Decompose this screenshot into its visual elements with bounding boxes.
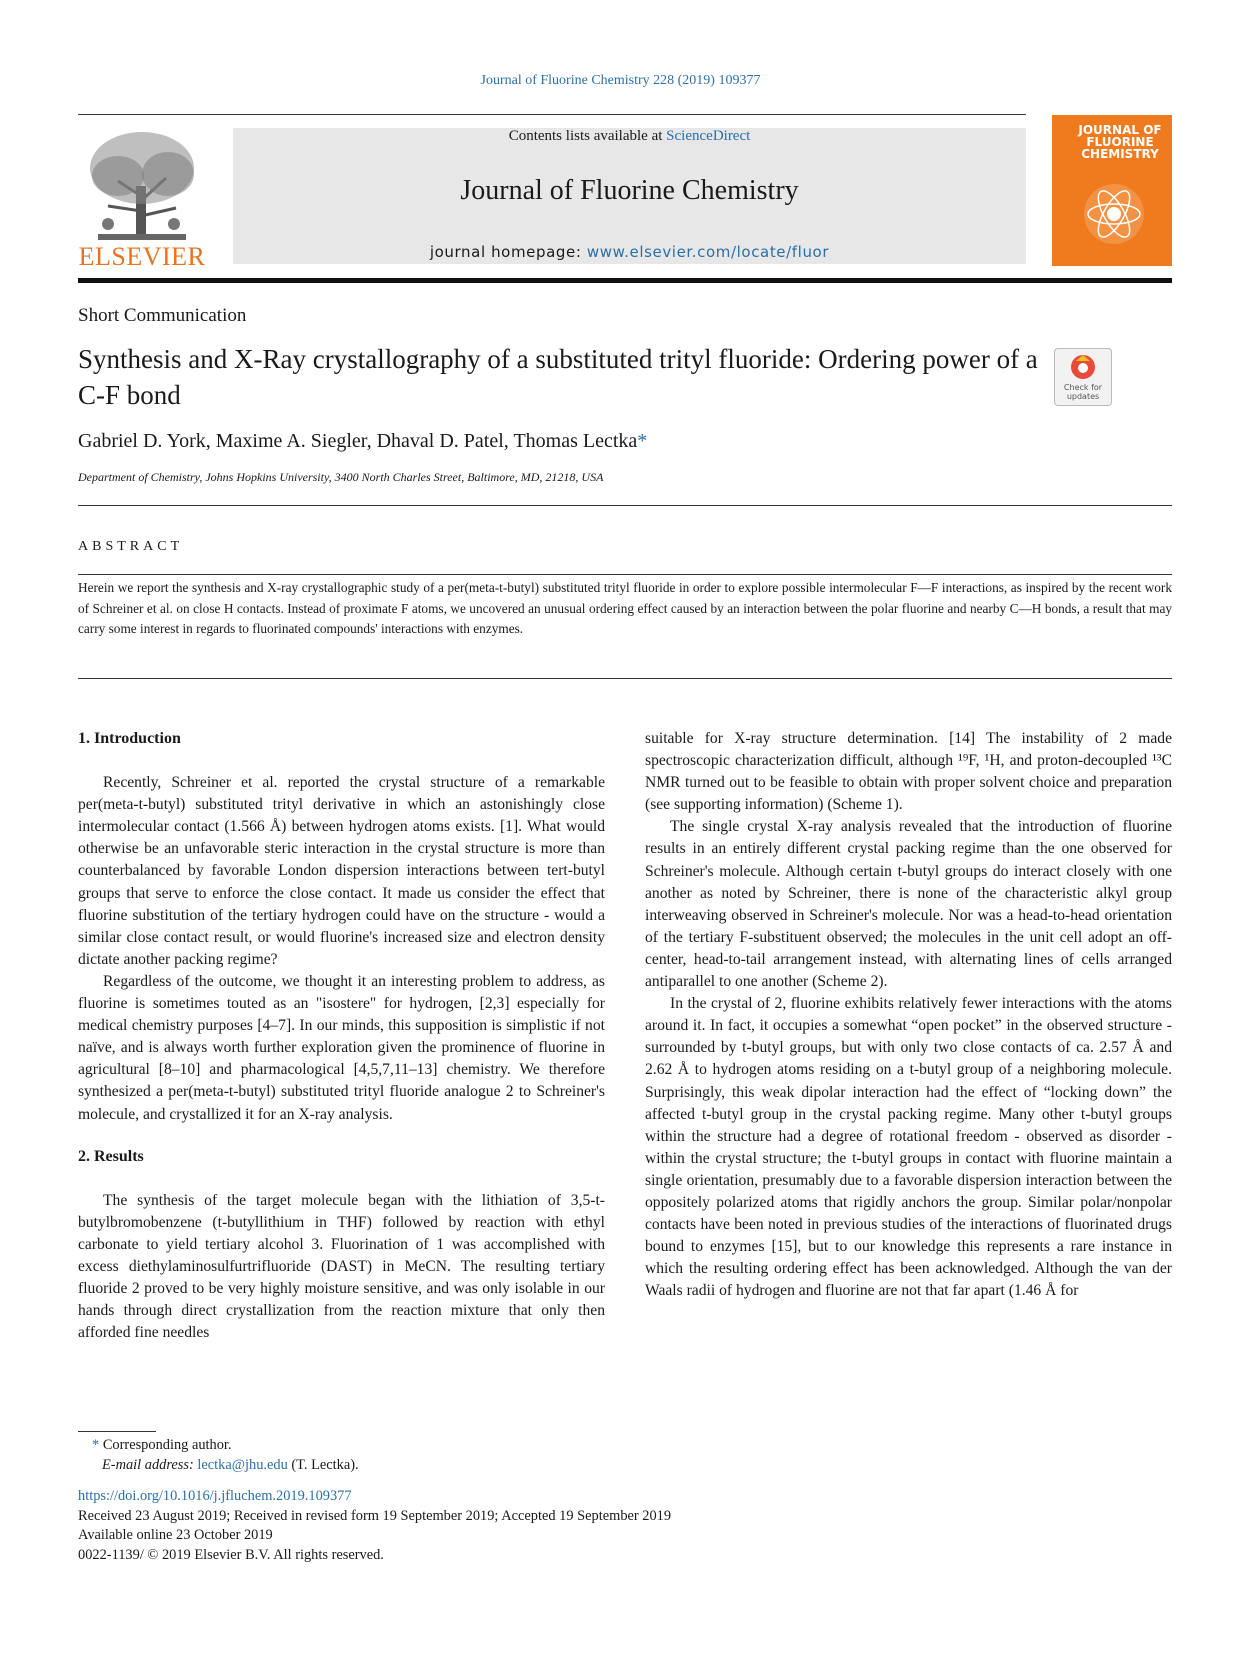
email-name: (T. Lectka). (287, 1456, 359, 1473)
journal-reference[interactable]: Journal of Fluorine Chemistry 228 (2019) 109377 (480, 73, 761, 88)
homepage-line (233, 243, 1026, 261)
crossmark-label: Check for updates (1063, 383, 1103, 401)
rule (78, 574, 1172, 575)
corresponding-author-mark[interactable]: * (637, 430, 648, 452)
sciencedirect-link[interactable]: ScienceDirect (666, 128, 751, 144)
available-online: Available online 23 October 2019 (78, 1527, 273, 1543)
corresponding-author-note (78, 1436, 1172, 1456)
paragraph: Regardless of the outcome, we thought it an interesting problem to address, as fluorine is sometimes touted as an "isostere" for hydrogen, [2,3] especially for medical chemistry purposes [4–7]. In our minds, this supposition is simplistic if not naïve, and is always worth further exploration given the prominence of fluorine in agricultural [8–10] and pharmacological [4,5,7,11–13] chemistry. We therefore synthesized a per(meta-t-butyl) substituted trityl fluoride analogue 2 to Schreiner's molecule, and crystallized it for an X-ray analysis. (78, 972, 605, 1123)
abstract-text: Herein we report the synthesis and X-ray crystallographic study of a per(meta-t-butyl) substituted trityl fluoride in order to explore possible intermolecular F—F interactions, as inspired by the recent work of Schreiner et al. on close H contacts. Instead of proximate F atoms, we uncovered an unusual ordering effect caused by an interaction between the polar fluorine and nearby C—H bonds, a result that may carry some interest in regards to fluorinated compounds' interactions with enzymes. (78, 580, 1172, 637)
top-rule (78, 114, 1026, 115)
paragraph: The single crystal X-ray analysis revealed that the introduction of fluorine results in an entirely different crystal packing regime than the one observed for Schreiner's molecule. Although certain t-butyl groups do interact closely with one another as noted by Schreiner, there is none of the characteristic alkyl group interweaving observed in Schreiner's molecule. Nor was a head-to-head orientation of the tertiary F-substituent observed; the molecules in the unit cell adopt an off-center, head-to-tail arrangement instead, with alternating lines of cells arranged antiparallel to one another (Scheme 2). (645, 818, 1172, 991)
crossmark-icon (1055, 349, 1111, 383)
copyright: 0022-1139/ © 2019 Elsevier B.V. All rights reserved. (78, 1546, 384, 1563)
publisher-name: ELSEVIER (78, 242, 206, 271)
right-column (645, 728, 1172, 1302)
left-column (78, 728, 605, 1344)
homepage-prefix: journal homepage: (429, 243, 587, 261)
email-link[interactable]: lectka@jhu.edu (197, 1456, 288, 1473)
contents-line (233, 128, 1026, 145)
article-title: Synthesis and X-Ray crystallography of a substituted trityl fluoride: Ordering power of a C-F bond (78, 344, 1038, 410)
paragraph: In the crystal of 2, fluorine exhibits relatively fewer interactions with the atoms around it. In fact, it occupies a somewhat “open pocket” in the observed structure - surrounded by t-butyl groups, but with only two close contacts of ca. 2.57 Å and 2.62 Å to hydrogen atoms residing on a t-butyl group of a neighboring molecule. Surprisingly, this weak dipolar interaction had the effect of “locking down” the affected t-butyl group in the crystal packing regime. Many other t-butyl groups within the structure had a degree of rotational freedom - observed as disorder - within the crystal structure; the t-butyl groups in contact with fluorine maintain a single orientation, presumably due to a favorable dispersion interaction between the oppositely polarized atoms that rigidly anchors the group. Similar polar/nonpolar contacts have been noted in previous studies of the interactions of fluorinated drugs bound to enzymes [15], but to our knowledge this represents a rare instance in which the resulting ordering effect has been acknowledged. Although the van der Waals radii of hydrogen and fluorine are not that far apart (1.46 Å for (645, 995, 1172, 1300)
paragraph: suitable for X-ray structure determination. [14] The instability of 2 made spectroscopic characterization difficult, although ¹⁹F, ¹H, and proton-decoupled ¹³C NMR turned out to be feasible to obtain with proper solvent choice and preparation (see supporting information) (Scheme 1). (645, 730, 1172, 814)
header-divider (78, 278, 1172, 283)
email-line (78, 1456, 1172, 1476)
author-list (78, 430, 647, 453)
rule (78, 678, 1172, 679)
paragraph: The synthesis of the target molecule began with the lithiation of 3,5-t-butylbromobenzene (t-butyllithium in THF) followed by reaction with ethyl carbonate to yield tertiary alcohol 3. Fluorination of 1 was accomplished with excess diethylaminosulfurtrifluoride (DAST) in MeCN. The resulting tertiary fluoride 2 proved to be very highly moisture sensitive, and was only isolable in our hands through direct crystallization from the reaction mixture that only then afforded fine needles (78, 1191, 605, 1342)
paragraph: Recently, Schreiner et al. reported the crystal structure of a remarkable per(meta-t-butyl) substituted trityl derivative in which an astonishingly close intermolecular contact (1.566 Å) between hydrogen atoms exists. [1]. What would otherwise be an unfavorable steric interaction in the crystal structure is more than counterbalanced by favorable London dispersion interactions between tert-butyl groups that serve to enforce the close contact. It made us consider the effect that fluorine substitution of the tertiary hydrogen could have on the structure - would a similar close contact result, or would fluorine's increased size and electron density dictate another packing regime? (78, 774, 605, 968)
atom-icon (1078, 178, 1150, 250)
section-heading-introduction: 1. Introduction (78, 730, 181, 747)
cover-title: JOURNAL OF FLUORINE CHEMISTRY (1078, 123, 1162, 161)
authors-names: Gabriel D. York, Maxime A. Siegler, Dhaval D. Patel, Thomas Lectka (78, 430, 638, 452)
journal-title: Journal of Fluorine Chemistry (460, 175, 799, 206)
contents-prefix: Contents lists available at (508, 128, 667, 144)
footnotes (78, 1436, 1172, 1565)
article-type: Short Communication (78, 305, 247, 326)
email-label: E-mail address: (102, 1456, 198, 1473)
received-dates: Received 23 August 2019; Received in revised form 19 September 2019; Accepted 19 September 2019 (78, 1507, 672, 1524)
corresponding-author-text: Corresponding author. (102, 1437, 232, 1453)
homepage-link[interactable]: www.elsevier.com/locate/fluor (586, 243, 830, 261)
doi-link[interactable]: https://doi.org/10.1016/j.jfluchem.2019.109377 (78, 1488, 352, 1504)
section-heading-results: 2. Results (78, 1147, 144, 1165)
affiliation: Department of Chemistry, Johns Hopkins University, 3400 North Charles Street, Baltimore, MD, 21218, USA (78, 470, 604, 484)
abstract-heading: ABSTRACT (78, 539, 184, 554)
footnote-rule (78, 1431, 156, 1432)
rule (78, 505, 1172, 506)
footnote-mark: * (92, 1437, 100, 1453)
